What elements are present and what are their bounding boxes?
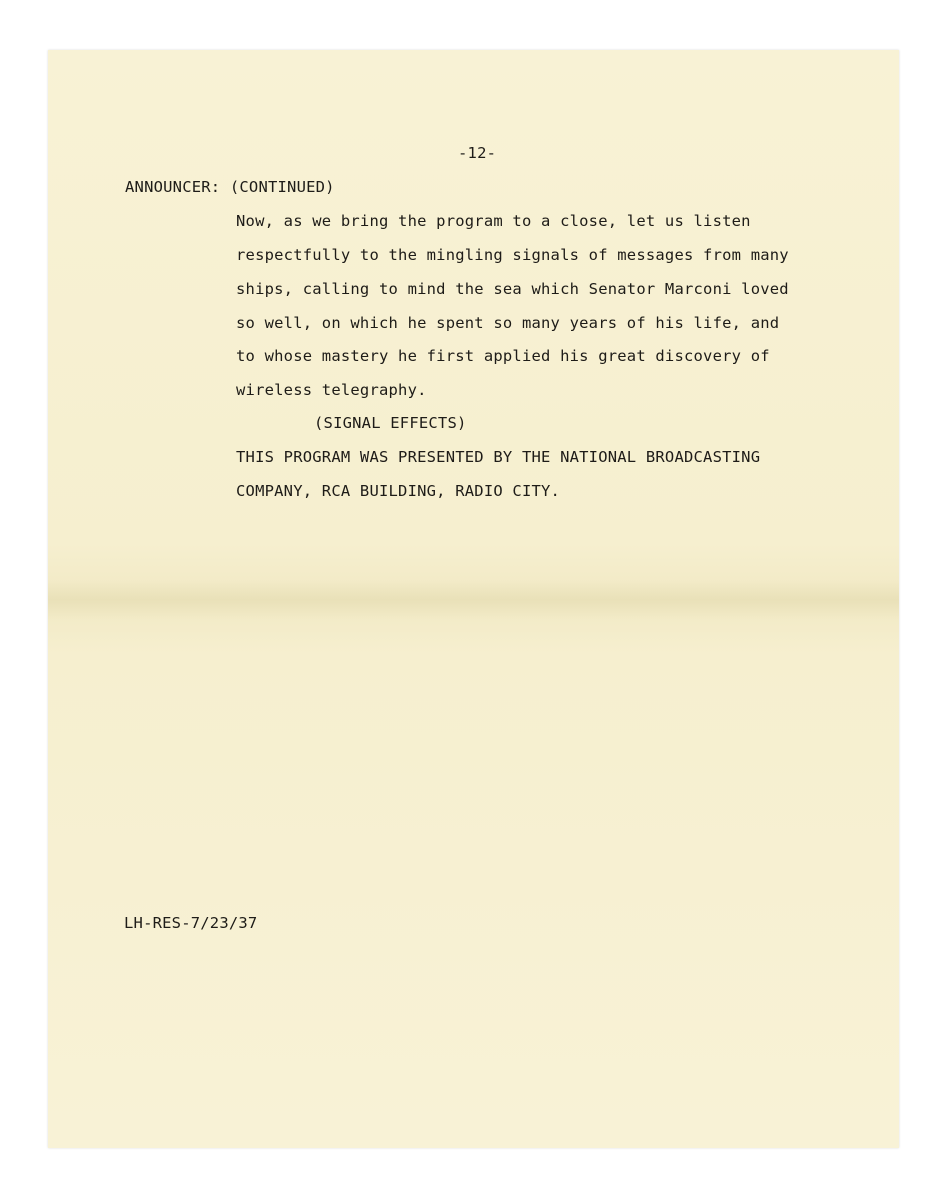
- body-line: to whose mastery he first applied his great discovery of: [236, 347, 770, 365]
- document-id: LH-RES-7/23/37: [124, 914, 258, 932]
- body-line: respectfully to the mingling signals of messages from many: [236, 246, 789, 264]
- body-line: Now, as we bring the program to a close, let us listen: [236, 212, 751, 230]
- sound-cue: (SIGNAL EFFECTS): [314, 414, 467, 432]
- paper-sheet: [48, 50, 899, 1148]
- page-number: -12-: [458, 144, 497, 162]
- speaker-heading: ANNOUNCER: (CONTINUED): [125, 178, 335, 196]
- body-line: wireless telegraphy.: [236, 381, 427, 399]
- paper-fold: [48, 580, 899, 620]
- closing-line: THIS PROGRAM WAS PRESENTED BY THE NATIONAL BROADCASTING: [236, 448, 761, 466]
- closing-line: COMPANY, RCA BUILDING, RADIO CITY.: [236, 482, 561, 500]
- body-line: ships, calling to mind the sea which Senator Marconi loved: [236, 280, 789, 298]
- body-line: so well, on which he spent so many years of his life, and: [236, 314, 780, 332]
